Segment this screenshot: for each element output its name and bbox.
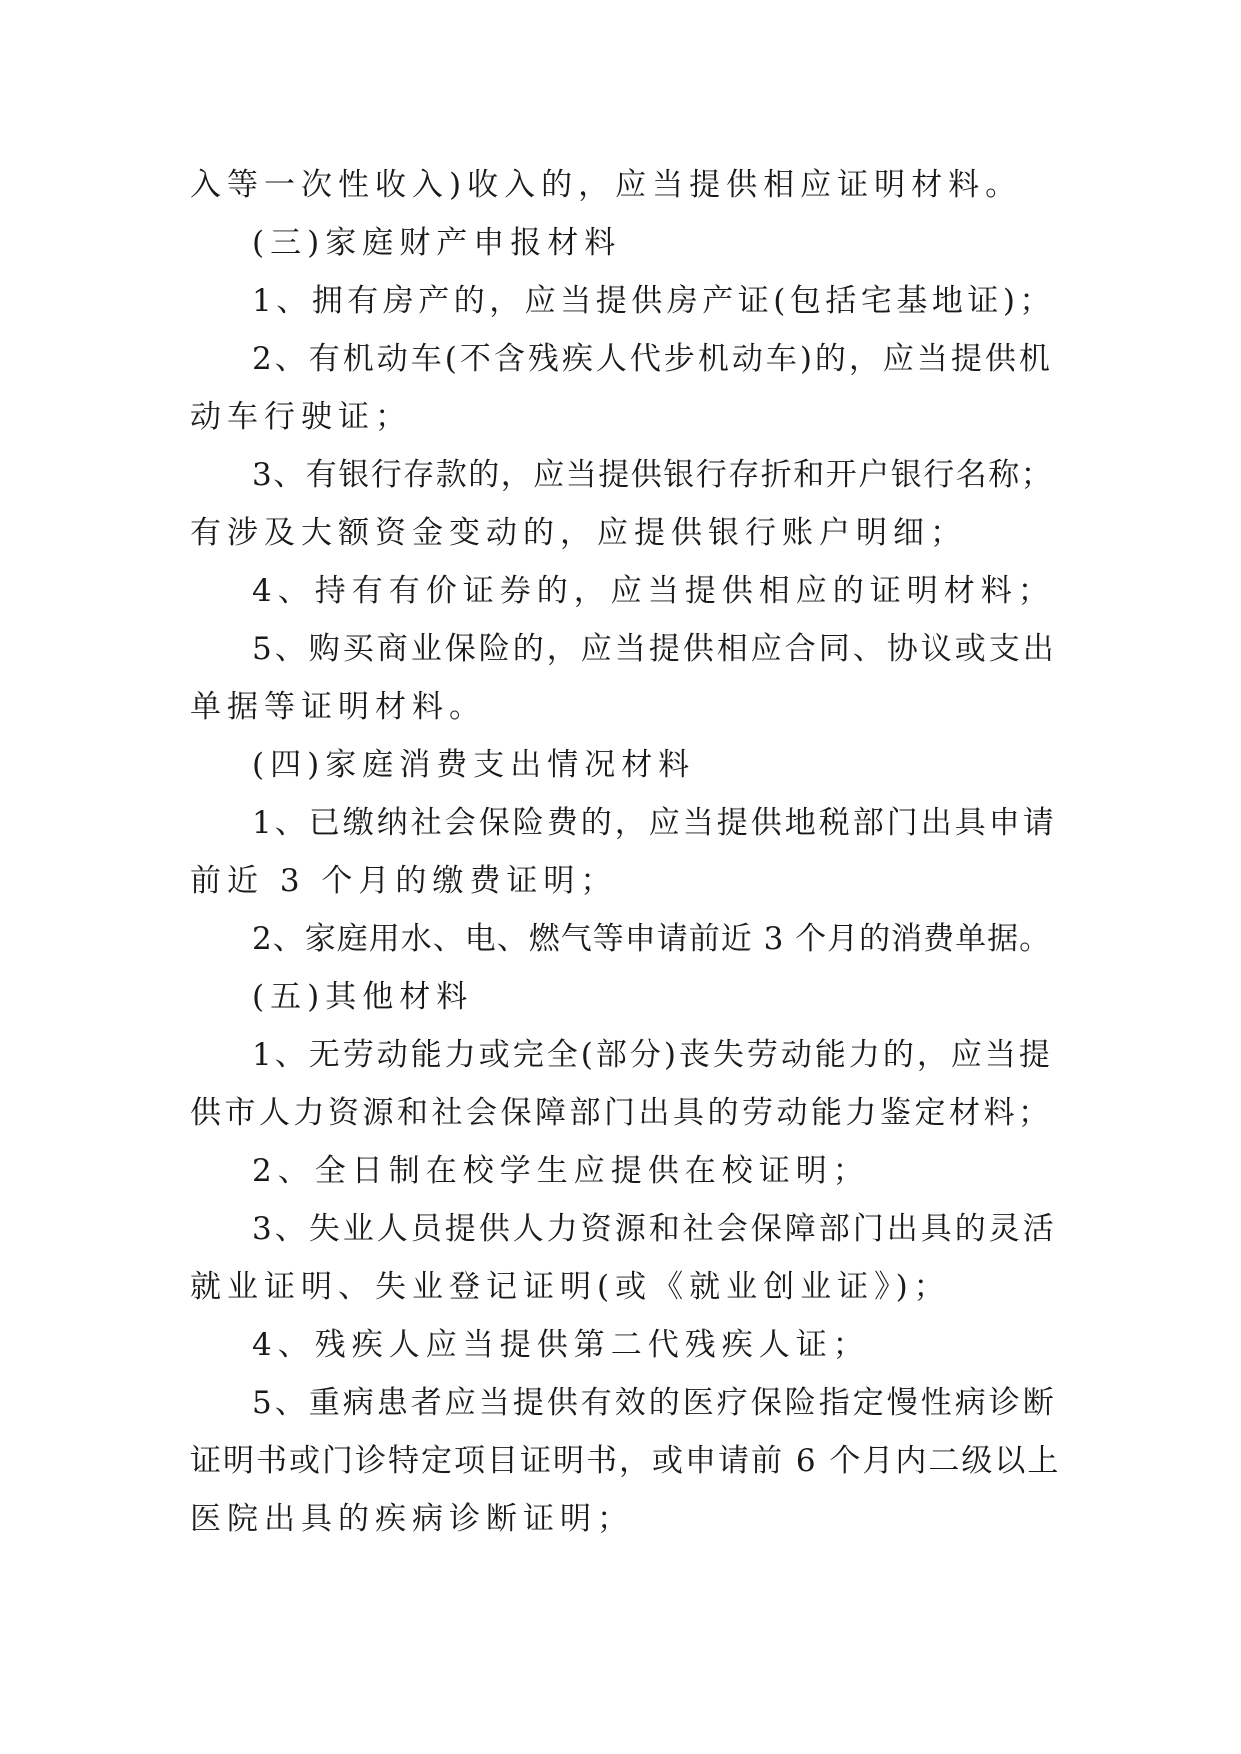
text-line: 1、拥有房产的，应当提供房产证(包括宅基地证)； bbox=[252, 283, 1055, 319]
text-line: 动车行驶证； bbox=[190, 399, 412, 435]
section-heading: (三)家庭财产申报材料 bbox=[252, 225, 622, 261]
text-line: 5、重病患者应当提供有效的医疗保险指定慢性病诊断 bbox=[252, 1385, 1057, 1421]
text-line: 就业证明、失业登记证明(或《就业创业证》)； bbox=[190, 1269, 951, 1305]
text-line: 1、已缴纳社会保险费的，应当提供地税部门出具申请 bbox=[252, 805, 1057, 841]
text-line: 3、有银行存款的，应当提供银行存折和开户银行名称； bbox=[252, 457, 1054, 493]
text-line: 3、失业人员提供人力资源和社会保障部门出具的灵活 bbox=[252, 1211, 1057, 1247]
text-line: 1、无劳动能力或完全(部分)丧失劳动能力的，应当提 bbox=[252, 1037, 1053, 1073]
text-line: 供市人力资源和社会保障部门出具的劳动能力鉴定材料； bbox=[190, 1095, 1053, 1131]
text-line: 5、购买商业保险的，应当提供相应合同、协议或支出 bbox=[252, 631, 1057, 667]
section-heading: (四)家庭消费支出情况材料 bbox=[252, 747, 696, 783]
section-heading: (五)其他材料 bbox=[252, 979, 474, 1015]
text-line: 2、有机动车(不含残疾人代步机动车)的，应当提供机 bbox=[252, 341, 1053, 377]
text-line: 2、全日制在校学生应提供在校证明； bbox=[252, 1153, 870, 1189]
text-line: 4、持有有价证券的，应当提供相应的证明材料； bbox=[252, 573, 1055, 609]
text-line: 单据等证明材料。 bbox=[190, 689, 486, 725]
text-line: 有涉及大额资金变动的，应提供银行账户明细； bbox=[190, 515, 967, 551]
text-line: 入等一次性收入)收入的，应当提供相应证明材料。 bbox=[190, 167, 1023, 203]
text-line: 4、残疾人应当提供第二代残疾人证； bbox=[252, 1327, 870, 1363]
text-line: 前近 3 个月的缴费证明； bbox=[190, 863, 618, 899]
text-line: 2、家庭用水、电、燃气等申请前近 3 个月的消费单据。 bbox=[252, 921, 1052, 957]
text-line: 医院出具的疾病诊断证明； bbox=[190, 1501, 634, 1537]
text-line: 证明书或门诊特定项目证明书，或申请前 6 个月内二级以上 bbox=[190, 1443, 1061, 1479]
